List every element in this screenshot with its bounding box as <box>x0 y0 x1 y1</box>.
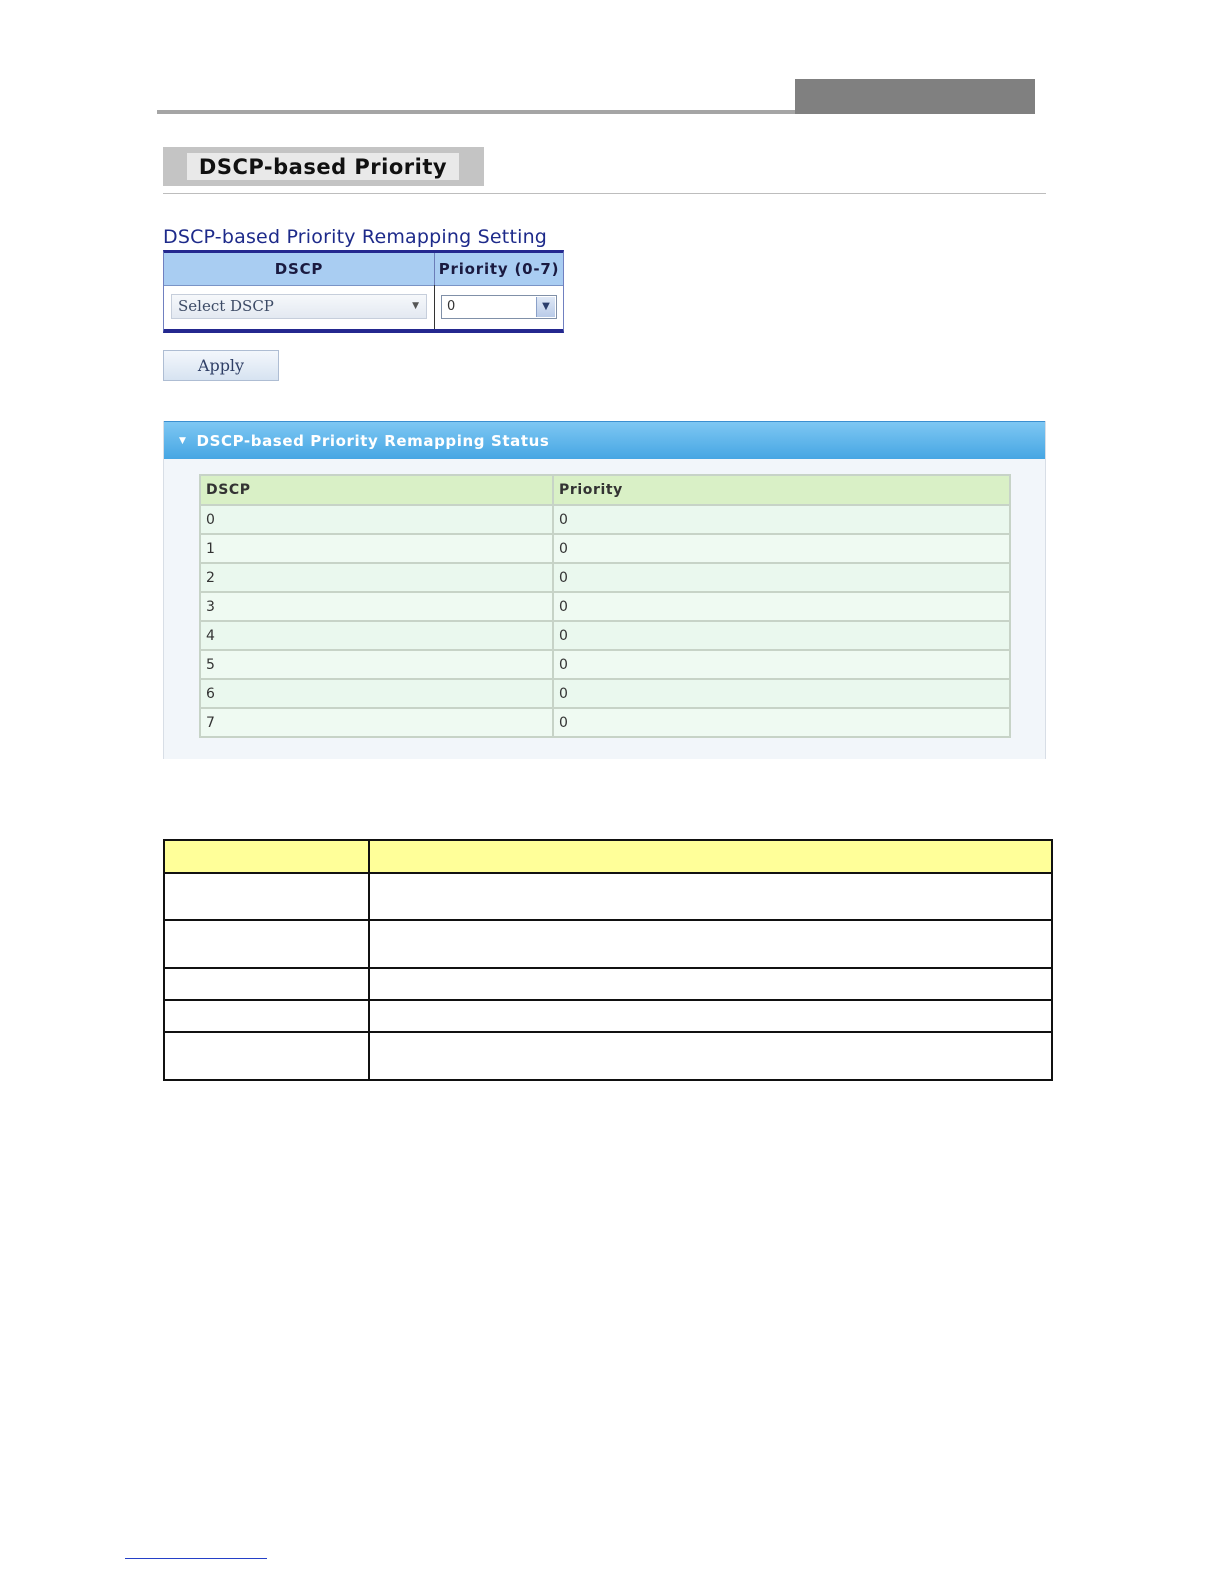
priority-cell: 0 <box>553 505 1010 534</box>
description-row <box>164 920 1052 968</box>
description-header-cell <box>164 840 369 873</box>
table-row <box>200 505 1010 534</box>
section-title-tab <box>163 147 484 186</box>
description-row <box>164 968 1052 1000</box>
footer-link-underline[interactable] <box>125 1558 267 1559</box>
description-cell <box>164 920 369 968</box>
status-heading: DSCP-based Priority Remapping Status <box>196 431 550 450</box>
description-cell <box>164 1032 369 1080</box>
priority-select-value: 0 <box>447 299 456 314</box>
description-header-row <box>164 840 1052 873</box>
priority-cell: 0 <box>553 650 1010 679</box>
table-row <box>200 708 1010 737</box>
description-cell <box>164 873 369 920</box>
status-col-dscp: DSCP <box>200 475 553 505</box>
setting-col-priority: Priority (0-7) <box>435 253 563 286</box>
page-title: DSCP-based Priority <box>187 153 459 180</box>
priority-cell: 0 <box>553 708 1010 737</box>
description-table <box>163 839 1053 1081</box>
description-cell <box>369 920 1052 968</box>
status-panel <box>163 421 1046 759</box>
table-row <box>200 592 1010 621</box>
description-cell <box>369 1000 1052 1032</box>
priority-cell: 0 <box>553 563 1010 592</box>
setting-table <box>163 250 564 333</box>
dropdown-arrow-icon: ▼ <box>412 301 419 311</box>
priority-cell: 0 <box>553 534 1010 563</box>
dscp-cell: 0 <box>200 505 553 534</box>
priority-cell: 0 <box>553 621 1010 650</box>
page-header-rule <box>157 110 797 114</box>
table-row <box>200 679 1010 708</box>
description-cell <box>369 873 1052 920</box>
page-header-tab <box>795 79 1035 114</box>
dscp-cell: 3 <box>200 592 553 621</box>
dscp-cell: 6 <box>200 679 553 708</box>
apply-button[interactable]: Apply <box>163 350 279 381</box>
chevron-down-icon: ▼ <box>536 297 555 317</box>
priority-select[interactable] <box>441 295 557 319</box>
dscp-select[interactable] <box>171 294 427 319</box>
setting-heading: DSCP-based Priority Remapping Setting <box>163 226 548 248</box>
table-row <box>200 563 1010 592</box>
dscp-cell: 2 <box>200 563 553 592</box>
description-cell <box>369 1032 1052 1080</box>
status-table <box>199 474 1011 738</box>
status-panel-header[interactable] <box>164 421 1045 459</box>
setting-col-dscp: DSCP <box>164 253 435 286</box>
description-cell <box>164 1000 369 1032</box>
dscp-cell: 1 <box>200 534 553 563</box>
setting-column-divider <box>434 285 435 329</box>
priority-cell: 0 <box>553 592 1010 621</box>
table-row <box>200 534 1010 563</box>
description-cell <box>369 968 1052 1000</box>
status-table-header-row <box>200 475 1010 505</box>
description-row <box>164 1032 1052 1080</box>
dscp-cell: 7 <box>200 708 553 737</box>
description-row <box>164 1000 1052 1032</box>
dscp-cell: 4 <box>200 621 553 650</box>
description-cell <box>164 968 369 1000</box>
description-row <box>164 873 1052 920</box>
title-divider <box>163 193 1046 194</box>
description-header-cell <box>369 840 1052 873</box>
priority-cell: 0 <box>553 679 1010 708</box>
dscp-select-value: Select DSCP <box>178 297 274 315</box>
table-row <box>200 650 1010 679</box>
table-row <box>200 621 1010 650</box>
status-col-priority: Priority <box>553 475 1010 505</box>
dscp-cell: 5 <box>200 650 553 679</box>
collapse-arrow-icon: ▼ <box>179 435 187 446</box>
